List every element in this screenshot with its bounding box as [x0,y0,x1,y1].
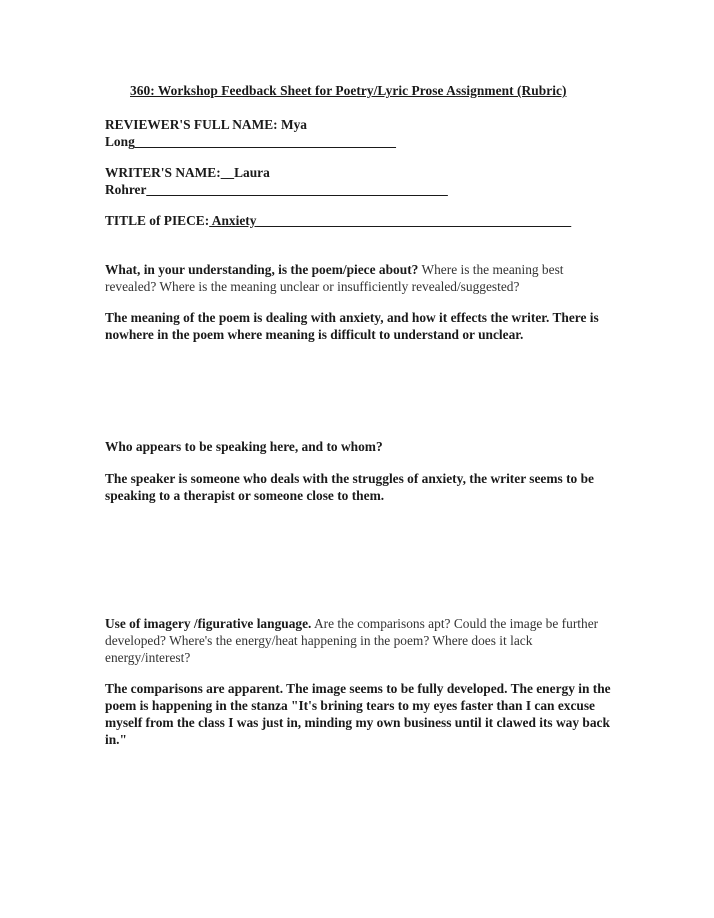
question-2 [105,438,615,455]
answer-2: The speaker is someone who deals with the struggles of anxiety, the writer seems to be speaking to a therapist or someone close to them. [105,471,594,503]
reviewer-first-name: Mya [280,117,307,132]
writer-underline: _____________________________________________ [146,182,448,197]
answer-3: The comparisons are apparent. The image seems to be fully developed. The energy in the poem is happening in the stanza "It's brining tears to my eyes faster than I can excuse myself from the class I was just in, minding my own business until it clawed its way back in." [105,681,611,747]
answer-1: The meaning of the poem is dealing with anxiety, and how it effects the writer. There is nowhere in the poem where meaning is difficult to understand or unclear. [105,310,599,342]
reviewer-field [105,116,396,150]
reviewer-line-2 [105,133,396,150]
writer-line-2 [105,181,448,198]
reviewer-line-1 [105,116,396,133]
question-3 [105,615,615,666]
writer-first-name: __Laura [220,165,270,180]
question-2-prompt: Who appears to be speaking here, and to whom? [105,439,383,454]
question-3-detail: Are the comparisons apt? Could the image be further developed? Where's the energy/heat happening in the poem? Where does it lack energy/interest? [105,616,599,665]
reviewer-last-name: Long [105,134,135,149]
reviewer-underline: _______________________________________ [134,134,396,149]
reviewer-label: REVIEWER'S FULL NAME: [105,117,281,132]
writer-line-1 [105,164,448,181]
piece-title-underline: _______________________________________________ [256,213,572,228]
writer-label: WRITER'S NAME: [105,165,221,180]
question-1-detail: Where is the meaning best revealed? Where is the meaning unclear or insufficiently revealed/suggested? [105,262,564,294]
writer-last-name: Rohrer [105,182,147,197]
piece-title-field [105,212,571,229]
question-1-prompt: What, in your understanding, is the poem/piece about? [105,262,419,277]
question-3-prompt: Use of imagery /figurative language. [105,616,312,631]
piece-title-value: Anxiety [209,213,257,228]
page-title: 360: Workshop Feedback Sheet for Poetry/Lyric Prose Assignment (Rubric) [130,83,567,98]
question-1 [105,261,615,295]
writer-field [105,164,448,198]
piece-title-label: TITLE of PIECE: [105,213,210,228]
document-page [105,0,625,918]
